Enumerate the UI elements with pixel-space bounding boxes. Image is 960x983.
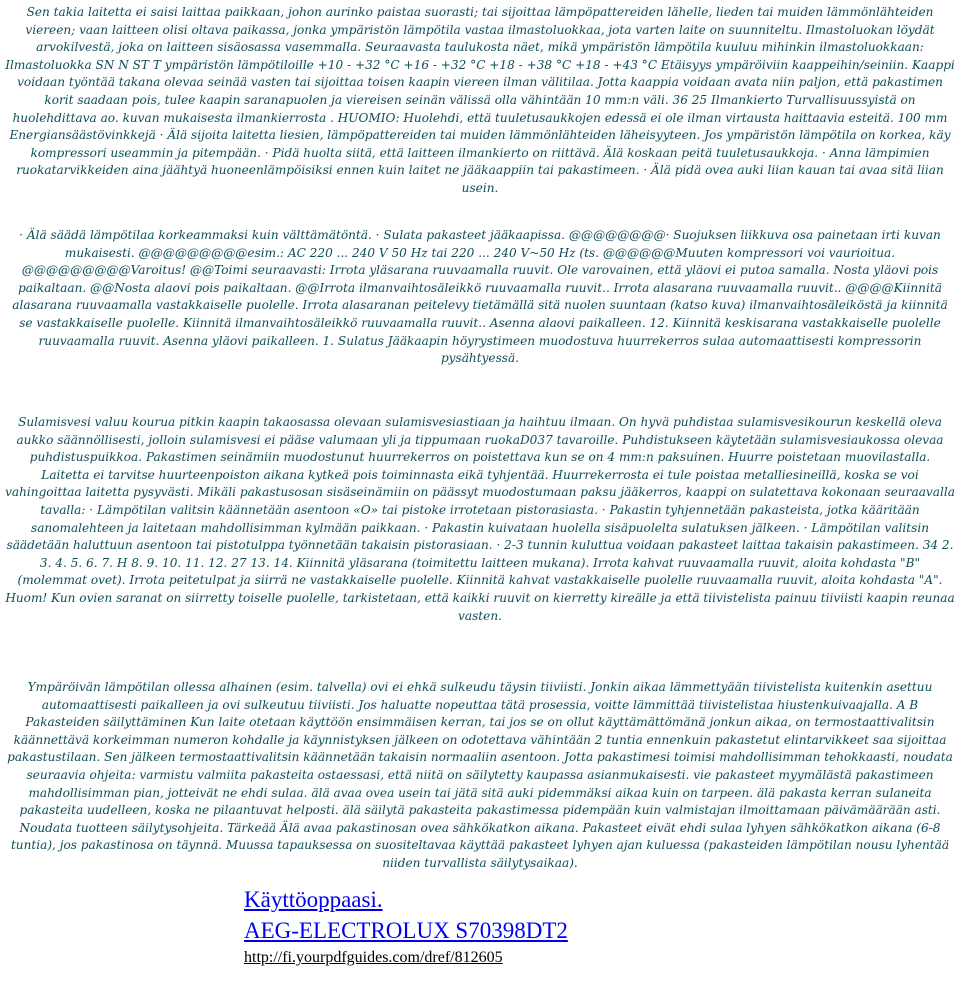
paragraph-defrosting: Sulamisvesi valuu kourua pitkin kaapin takaosassa olevaan sulamisvesiastiaan ja haihtuu ilmaan. On hyvä puhdistaa sulamisvesikourun keskellä oleva aukko säännöllisesti, jolloin sulamisvesi ei pääse valumaan yli ja tippumaan ruokaD037 tavaroille. Puhdistukseen käytetään sulamisvesiaukossa olevaa puhdistuspuikkoa. Pakastimen seinämiin muodostunut huurrekerros on poistettava kun se on 4 mm:n paksuinen. Huurre poistetaan muovilastalla. Laitetta ei tarvitse huurteenpoiston aikana kytkeä pois toiminnasta eikä tyhjentää. Huurrekerrosta ei tule poistaa metalliesineillä, koska se voi vahingoittaa laitetta pysyvästi. Mikäli pakastusosan sisäseinämiin on päässyt muodostumaan paksu jääkerros, kaappi on sulatettava kokonaan seuraavalla tavalla: · Lämpötilan valitsin käännetään asentoon «O» tai pistoke irrotetaan pistorasiasta. · Pakastin tyhjennetään pakasteista, jotka kääritään sanomalehteen ja laitetaan mahdollisimman kylmään paikkaan. · Pakastin kuivataan huolella sisäpuolelta sulatuksen jälkeen. · Lämpötilan valitsin säädetään haluttuun asentoon tai pistotulppa työnnetään takaisin pistorasiaan. · 2-3 tunnin kuluttua voidaan pakasteet laittaa takaisin pakastimeen. 34 2. 3. 4. 5. 6. 7. H 8. 9. 10. 11. 12. 27 13. 14. Kiinnitä yläsarana (toimitettu laitteen mukana). Irrota kahvat ruuvaamalla ruuvit, aloita kohdasta "B" (molemmat ovet). Irrota peitetulpat ja siirrä ne vastakkaiselle puolelle. Kiinnitä kahvat vastakkaiselle puolelle ruuvaamalla ruuvit, aloita kohdasta "A". Huom! Kun ovien saranat on siirretty toiselle puolelle, tarkistetaan, että kaikki ruuvit on kierretty kireälle ja että tiivistelista painuu tiiviisti kaapin reunaa vasten. — [5, 415, 955, 623]
paragraph-placement: Sen takia laitetta ei saisi laittaa paikkaan, johon aurinko paistaa suorasti; tai sijoittaa lämpöpattereiden lähelle, lieden tai muiden lämmönlähteiden viereen; vaan laitteen olisi oltava paikassa, jonka ympäristön lämpötila vastaa ilmastoluokkaa, jota varten laite on suunniteltu. Ilmastoluokan löydät arvokilvestä, joka on laitteen sisäosassa vasemmalla. Seuraavasta taulukosta näet, mikä ympäristön lämpötila kuuluu mihinkin ilmastoluokkaan: Ilmastoluokka SN N ST T ympäristön lämpötiloille +10 - +32 °C +16 - +32 °C +18 - +38 °C +18 - +43 °C Etäisyys ympäröiviin kaappeihin/seiniin. Kaappi voidaan työntää takana olevaa seinää vasten tai sijoittaa toisen kaapin viereen ilman välitilaa. Jotta kaappia voidaan avata niin paljon, että pakastimen korit saadaan pois, tulee kaapin saranapuolen ja viereisen seinän välissä olla vähintään 10 mm:n väli. 36 25 Ilmankierto Turvallisuussyistä on huolehdittava ao. kuvan mukaisesta ilmankierrosta . HUOMIO: Huolehdi, että tuuletusaukkojen edessä ei ole ilman virtausta haittaavia esteitä. 100 mm Energiansäästövinkkejä · Älä sijoita laitetta liesien, lämpöpattereiden tai muiden lämmönlähteiden läheisyyteen. Jos ympäristön lämpötila on korkea, käy kompressori useammin ja pitempään. · Pidä huolta siitä, että laitteen ilmankierto on riittävä. Älä koskaan peitä tuuletusaukkoja. · Anna lämpimien ruokatarvikkeiden aina jäähtyä huoneenlämpöisiksi ennen kuin laitet ne jääkaappiin tai pakastimeen. · Älä pidä ovea auki liian kauan tai avaa sitä liian usein. — [5, 5, 955, 195]
source-url-link[interactable]: http://fi.yourpdfguides.com/dref/812605 — [244, 949, 503, 966]
paragraph-storage: Ympäröivän lämpötilan ollessa alhainen (esim. talvella) ovi ei ehkä sulkeudu täysin tiiviisti. Jonkin aikaa lämmettyään tiivistelista kuitenkin asettuu automaattisesti paikalleen ja ovi sulkeutuu tiiviisti. Jos haluatte nopeuttaa tätä prosessia, voitte lämmittää tiivistelistaa hiustenkuivaajalla. A B Pakasteiden säilyttäminen Kun laite otetaan käyttöön ensimmäisen kerran, tai jos se on ollut käyttämättömänä jonkun aikaa, on termostaattivalitsin käännettävä korkeimman numeron kohdalle ja käynnistyksen jälkeen on odotettava vähintään 2 tuntia ennenkuin pakastetut elintarvikkeet saa sijoittaa pakastustilaan. Sen jälkeen termostaattivalitsin käännetään takaisin normaaliin asentoon. Jotta pakastimesi toimisi mahdollisimman tehokkaasti, noudata seuraavia ohjeita: varmistu valmiita pakasteita ostaessasi, että niitä on säilytetty kaupassa asianmukaisesti. vie pakasteet myymälästä pakastimeen mahdollisimman pian, jotteivät ne ehdi sulaa. älä avaa ovea usein tai jätä sitä auki pidemmäksi aikaa kuin on tarpeen. älä pakasta kerran sulaneita pakasteita uudelleen, koska ne pilaantuvat helposti. älä säilytä pakasteita pakastimessa pidempään kuin valmistajan ilmoittamaan päivämäärään asti. Noudata tuotteen säilytysohjeita. Tärkeää Älä avaa pakastinosan ovea sähkökatkon aikana. Pakasteet eivät ehdi sulaa lyhyen sähkökatkon aikana (6-8 tuntia), jos pakastinosa on täynnä. Muussa tapauksessa on suositeltavaa käyttää pakasteet lyhyen ajan kuluessa (pakasteiden lämpötilan nousu lyhentää niiden turvallista säilytysaikaa). — [7, 680, 953, 870]
model-link[interactable]: AEG-ELECTROLUX S70398DT2 — [244, 918, 568, 943]
footer-links — [244, 884, 568, 970]
paragraph-installation: · Älä säädä lämpötilaa korkeammaksi kuin välttämätöntä. · Sulata pakasteet jääkaapissa. @@@@@@@@· Suojuksen liikkuva osa painetaan irti kuvan mukaisesti. @@@@@@@@@esim.: AC 220 ... 240 V 50 Hz tai 220 ... 240 V~50 Hz (ts. @@@@@@Muuten kompressori voi vaurioitua. @@@@@@@@@Varoitus! @@Toimi seuraavasti: Irrota yläsarana ruuvaamalla ruuvit. Ole varovainen, että yläovi ei putoa samalla. Nosta yläovi pois paikaltaan. @@Nosta alaovi pois paikaltaan. @@Irrota ilmanvaihtosäleikkö ruuvaamalla ruuvit.. Irrota alasarana ruuvaamalla ruuvit.. @@@@Kiinnitä alasarana ruuvaamalla vastakkaiselle puolelle. Irrota alasaranan peitelevy tietämällä sitä nuolen suuntaan (katso kuva) ilmanvaihtosäleiköstä ja kiinnitä se vastakkaiselle puolelle. Kiinnitä ilmanvaihtosäleikkö ruuvaamalla ruuvit.. Asenna alaovi paikalleen. 12. Kiinnitä keskisarana vastakkaiselle puolelle ruuvaamalla ruuvit. Asenna yläovi paikalleen. 1. Sulatus Jääkaapin höyrystimeen muodostuva huurrekerros sulaa automaattisesti kompressorin pysähtyessä. — [12, 228, 948, 366]
manual-link[interactable]: Käyttöoppaasi. — [244, 887, 383, 912]
